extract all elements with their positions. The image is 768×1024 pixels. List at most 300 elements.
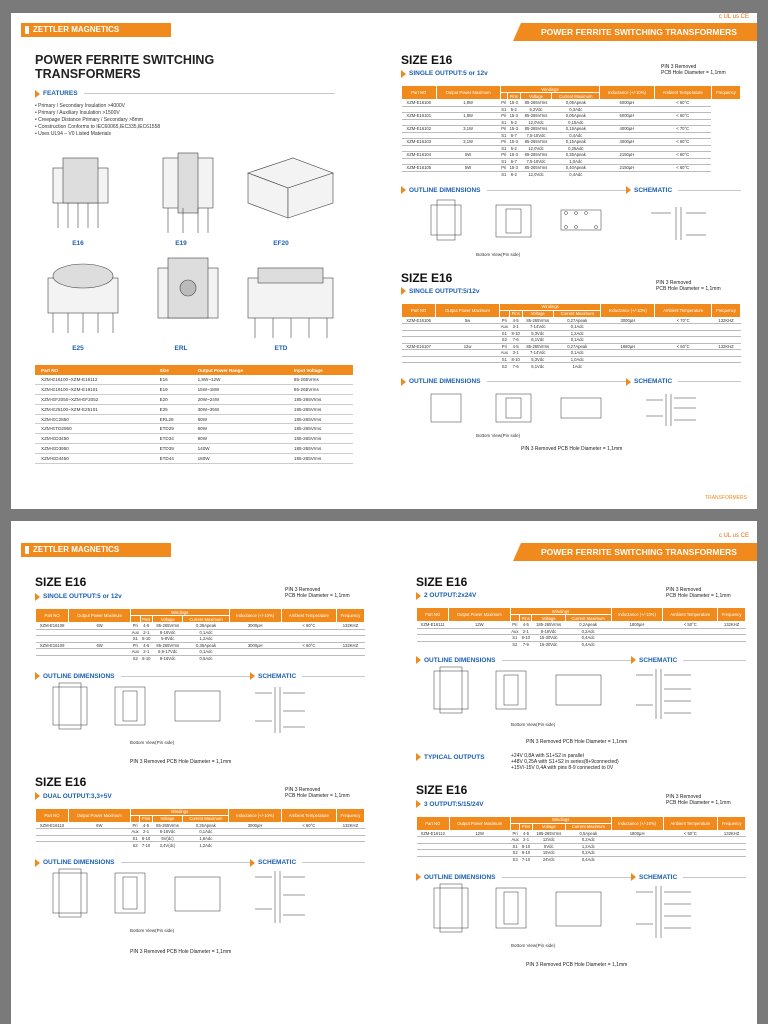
table-cell: S1 (501, 172, 507, 177)
col-header: Voltage (152, 616, 182, 623)
table-cell (718, 856, 746, 863)
table-cell: 5-2 (507, 119, 520, 126)
table-cell: 5,3Vdc (522, 330, 553, 337)
table-cell: 90W (192, 434, 288, 444)
page-title-line-1: POWER FERRITE SWITCHING (35, 53, 215, 67)
cert-marks: c UL us CE (718, 14, 749, 20)
left-column (35, 53, 355, 138)
size-title: SIZE E16 (35, 774, 87, 789)
pin-note (285, 587, 350, 599)
brand-label: ZETTLER MAGNETICS (21, 543, 171, 557)
table-cell: 12w (436, 343, 500, 350)
table-cell: 1,0Adc (553, 356, 601, 363)
table-cell: 4-5 (509, 317, 522, 324)
three-output-heading (416, 800, 616, 809)
table-cell: < 60°C (281, 822, 336, 829)
size-title: SIZE E16 (35, 575, 87, 589)
table-cell: ETD39 (154, 444, 192, 454)
col-header: Voltage (532, 823, 565, 830)
table-cell: 60W (192, 424, 288, 434)
product-name-erl: ERL (174, 345, 188, 352)
table-cell: 4-5 (509, 343, 522, 350)
note-line: PIN 3 Removed (285, 587, 321, 593)
size-title: SIZE E16 (401, 270, 453, 285)
table-cell: 4000µH (600, 139, 654, 146)
note-line: PCB Hole Diameter = 1,1mm (666, 593, 731, 599)
table-cell: 5W (436, 152, 500, 159)
table-cell (611, 641, 663, 648)
table-row (35, 395, 353, 405)
table-cell: 185-265Vrms (288, 453, 353, 463)
table-cell: 85-265Vrms (522, 343, 553, 350)
table-cell: 140W (192, 444, 288, 454)
table-cell: 7-10 (521, 857, 531, 862)
table-cell: E20 (154, 395, 192, 405)
table-cell: 2150µH (600, 152, 654, 159)
col-header: Windings (499, 303, 601, 310)
feature-item: • Uses UL94 – V0 Listed Materials (35, 131, 111, 137)
table-cell: < 60°C (654, 113, 711, 120)
features-list (35, 103, 355, 138)
col-header: Pins (140, 616, 152, 623)
table-cell: XZM-EC2850 (35, 414, 154, 424)
section-label: OUTLINE DIMENSIONS (409, 186, 481, 194)
note-line: PCB Hole Diameter = 1,1mm (285, 792, 350, 799)
table-cell: 1,0Adc (552, 158, 600, 165)
table-cell: 5,3Vdc (522, 356, 553, 363)
section-label: SINGLE OUTPUT:5 or 12v (43, 593, 122, 600)
table-cell: 0,4Adc (552, 132, 600, 139)
col-header: Voltage (532, 615, 565, 622)
product-e16-image (53, 158, 108, 228)
table-cell (601, 363, 655, 370)
col-header: Pins (507, 93, 520, 100)
table-cell: 0,25Adc (552, 145, 600, 152)
table-cell: 4-5 (520, 830, 532, 837)
table-cell: S3 (510, 856, 520, 863)
table-cell: 85-265Vrms (520, 139, 552, 146)
table-cell: 0,1Adc (553, 324, 601, 331)
table-cell: 0,1Adc (183, 829, 229, 836)
table-cell: < 60°C (654, 100, 711, 107)
table-cell: S1 (501, 158, 507, 164)
single-output-heading (401, 69, 601, 78)
table-cell: Aux (500, 350, 508, 356)
pin-footnote: PIN 3 Removed PCB Hole Diameter = 1,1mm (526, 738, 628, 745)
table-cell: 85-265Vrms (520, 165, 552, 172)
table-cell (229, 655, 281, 662)
table-cell: 6W (69, 623, 131, 630)
col-header: Part NO (402, 86, 437, 100)
product-ef20-image (248, 158, 333, 218)
section-label: OUTLINE DIMENSIONS (43, 672, 115, 680)
col-header: Current Maximum (565, 615, 611, 622)
table-cell: 15-3 (507, 113, 520, 120)
col-header: Ambient Temperature (655, 303, 712, 317)
table-cell: 5-8Vdc (152, 636, 182, 643)
table-cell: XZM-E16101 (402, 113, 437, 120)
table-cell: 5-2 (507, 145, 520, 152)
table-cell: 12,0Vdc (520, 119, 552, 126)
table-cell: XZM-E16111 (417, 622, 449, 629)
feature-item: • Creepage Distance Primary / Secondary >8mm (35, 117, 144, 123)
table-cell: 2-1 (140, 629, 152, 636)
col-header: Voltage (152, 815, 183, 822)
table-cell: Pri (130, 642, 140, 649)
table-cell: 3000µH (229, 822, 281, 829)
col-header: Windings (510, 816, 611, 823)
table-cell: 4-5 (520, 622, 532, 629)
table-cell: 8-10 (142, 636, 151, 642)
table-cell: Pri (501, 113, 507, 119)
table-cell: 8-10 (509, 330, 522, 337)
note-line: PIN 3 Removed (285, 786, 321, 793)
section-label: OUTLINE DIMENSIONS (424, 873, 496, 881)
table-cell (436, 363, 500, 370)
table-cell: 7,5-15Vdc (520, 158, 552, 165)
product-name-etd: ETD (274, 345, 288, 352)
features-label: FEATURES (43, 90, 78, 97)
col-header: Pins (509, 310, 522, 317)
table-cell: 185-265Vrms (288, 444, 353, 454)
table-cell: 6-7 (507, 132, 520, 139)
col-header: Output Power Maximum (436, 303, 500, 317)
table-cell: 8-10 (142, 656, 151, 661)
table-cell: 85-265Vrms (288, 375, 353, 385)
table-cell: 1,2Adc (553, 330, 601, 337)
brand-label: ZETTLER MAGNETICS (21, 23, 171, 37)
table-cell: 3000µH (229, 623, 281, 630)
pin-note (666, 587, 731, 599)
table-cell: Pri (130, 623, 140, 630)
section-label: SCHEMATIC (639, 873, 678, 881)
section-label: 3 OUTPUT:5/15/24V (424, 800, 484, 808)
table-cell: 185-265Vrms (288, 424, 353, 434)
page-footer: TRANSFORMERS (705, 495, 747, 501)
right-column (401, 53, 741, 452)
catalog-page-2 (11, 521, 757, 1024)
table-cell: 5Vdc (532, 843, 565, 850)
table-cell (36, 655, 69, 662)
table-cell: 8-10 (141, 835, 151, 841)
table-cell: Aux (131, 649, 139, 655)
table-row (402, 171, 741, 178)
table-cell (36, 842, 69, 849)
table-cell: 85-265Vrms (520, 126, 552, 133)
table-cell: 5w (436, 317, 500, 324)
table-cell: S2 (499, 363, 509, 370)
product-name-e19: E19 (175, 240, 187, 247)
col-header (500, 93, 507, 100)
table-cell: 15-3 (507, 100, 520, 107)
table-cell: 0,25Apeak (183, 822, 229, 829)
col-header: Output Power Maximum (449, 608, 510, 622)
table-row (35, 385, 353, 395)
col-header: Ambient Temperature (281, 808, 336, 822)
table-cell: Pri (501, 126, 507, 132)
col-header (510, 823, 520, 830)
two-output-heading (416, 591, 616, 600)
table-cell: ETD44 (154, 453, 192, 463)
col-header: Windings (500, 86, 600, 93)
table-cell: 15-3 (507, 139, 520, 146)
table-cell: 0,5Adc (183, 655, 229, 662)
col-header: Inductance (+/-10%) (611, 816, 663, 830)
table-cell: S2 (499, 337, 509, 344)
product-name-e25: E25 (72, 345, 84, 352)
table-cell: 0,1Adc (553, 337, 601, 344)
table-cell: 0,1Adc (553, 350, 601, 357)
table-cell: 15Vdc (532, 850, 565, 857)
table-cell: 0,2Adc (565, 837, 611, 844)
table-cell: 132KHZ (336, 822, 364, 829)
table-cell: 4-5 (140, 642, 152, 649)
table-cell: 185-265Vrms (288, 434, 353, 444)
table-cell: 0,27Apeak (553, 317, 601, 324)
table-cell: Pri (501, 152, 507, 158)
pin-note (656, 280, 721, 292)
section-label: 2 OUTPUT:2x24V (424, 592, 477, 599)
table-cell: 0,40Apeak (552, 165, 600, 172)
table-cell: 3-1 (509, 324, 522, 331)
table-cell: 0,1Adc (183, 649, 229, 656)
table-row (35, 424, 353, 434)
table-cell: S1 (510, 635, 520, 642)
section-label: SINGLE OUTPUT:5/12v (409, 287, 480, 295)
section-label: SINGLE OUTPUT:5 or 12v (409, 70, 488, 77)
col-header: Ambient Temperature (654, 86, 711, 100)
table-cell: 6000µH (600, 100, 654, 107)
col-header: Part NO (35, 365, 154, 375)
product-name-e16: E16 (72, 240, 84, 247)
table-cell (600, 171, 654, 178)
table-cell: 1,8W (436, 113, 500, 120)
col-header: Pins (520, 823, 532, 830)
table-cell: 1,2Adc (183, 842, 229, 849)
table-cell: 132KHZ (336, 623, 364, 630)
bottom-view-caption: Bottom View(Pin side) (511, 942, 556, 948)
table-cell: < 50°C (663, 622, 718, 629)
table-cell: ETD34 (154, 434, 192, 444)
product-images (33, 148, 353, 363)
col-header: Pins (140, 815, 152, 822)
table-cell: 85-265Vrms (522, 317, 553, 324)
table-cell: < 60°C (654, 165, 711, 172)
table-cell: 4-5 (140, 822, 152, 829)
typical-outputs-list (511, 753, 619, 771)
table-cell (611, 856, 663, 863)
col-header: Current Maximum (565, 823, 611, 830)
table-cell: 0,35Apeak (183, 623, 229, 630)
pin-note (666, 794, 731, 806)
table-cell: 0,15Apeak (552, 139, 600, 146)
table-cell: 15-3 (507, 165, 520, 172)
table-cell: S1 (130, 835, 140, 842)
bottom-view-caption: Bottom View(Pin side) (511, 721, 556, 727)
table-cell: XZM-E25100~XZM-E25101 (35, 404, 154, 414)
table-cell: 132KHZ (712, 317, 741, 324)
table-cell: 8-16Vdc (532, 628, 565, 635)
table-cell (718, 641, 746, 648)
table-cell (402, 363, 436, 370)
col-header: Voltage (520, 93, 552, 100)
table-cell: XZM-E16100 (402, 100, 437, 107)
col-header: Inductance (+/-10%) (601, 303, 655, 317)
table-cell: 3-1 (509, 350, 522, 357)
note-line: PIN 3 Removed (666, 587, 702, 593)
table-cell: 132KHZ (718, 830, 746, 837)
spec-table-single (35, 608, 365, 662)
table-cell: Aux (511, 628, 519, 634)
table-cell (402, 171, 437, 178)
col-header: Part NO (36, 808, 69, 822)
overview-table-wrap (35, 365, 353, 464)
table-cell: 3000µH (229, 642, 281, 649)
table-cell: 8-16Vdc (152, 829, 183, 836)
section-label: OUTLINE DIMENSIONS (43, 859, 115, 866)
table-cell: 4-5 (140, 623, 152, 630)
table-cell: 0,05Apeak (552, 113, 600, 120)
table-cell: 1,2Adc (565, 843, 611, 850)
table-cell: 6-7 (507, 158, 520, 165)
table-cell: 0,4Adc (552, 171, 600, 178)
col-header: Inductance (+/-10%) (229, 609, 281, 623)
table-cell: Aux (131, 829, 139, 835)
table-row (35, 414, 353, 424)
table-cell: 4000µH (600, 126, 654, 133)
col-header: Part NO (417, 608, 449, 622)
table-cell: 8-10 (521, 850, 531, 856)
table-cell: 85-265Vrms (520, 100, 552, 107)
typical-line: +24V 0,8A with S1+S2 in parallel (511, 752, 584, 759)
table-cell: E25 (154, 404, 192, 414)
table-cell: 6-2 (507, 171, 520, 178)
pin-note (661, 64, 726, 76)
outline-heading (35, 672, 250, 681)
table-cell: XZM-E16107 (402, 343, 436, 350)
table-cell: 2-1 (520, 628, 532, 635)
spec-table-3out (416, 816, 746, 863)
col-header: Pins (520, 615, 532, 622)
col-header: Windings (510, 608, 611, 615)
schematic-heading (631, 656, 746, 665)
col-header (499, 310, 509, 317)
table-cell: Pri (501, 100, 507, 106)
table-cell: XZM-ED4450 (35, 453, 154, 463)
table-cell: Pri (510, 830, 520, 837)
table-cell (655, 363, 712, 370)
table-cell: S1 (501, 145, 507, 151)
table-cell: 8-10 (521, 843, 531, 849)
schematic-heading (626, 186, 741, 195)
table-cell: 0,3Adc (552, 106, 600, 113)
table-cell: 7-6 (509, 337, 522, 344)
right-column (416, 575, 746, 968)
col-header: Inductance (+/-10%) (600, 86, 654, 100)
table-cell: XZM-ED3450 (35, 434, 154, 444)
table-cell: < 70°C (655, 317, 712, 324)
table-cell: 3,1W (436, 139, 500, 146)
table-cell: XZM-E16102 (402, 126, 437, 133)
spec-table-single-a (401, 85, 741, 178)
outline-drawing (35, 867, 365, 929)
pin-footnote: PIN 3 Removed PCB Hole Diameter = 1,1mm (130, 758, 232, 765)
note-line: PCB Hole Diameter = 1,1mm (666, 799, 731, 806)
table-cell: 185-265Vrms (288, 395, 353, 405)
col-header: Input Voltage (288, 365, 353, 375)
col-header: Frequency (712, 303, 741, 317)
note-line: PIN 3 Removed (661, 64, 697, 70)
table-cell: < 60°C (655, 343, 712, 350)
table-cell: Pri (501, 139, 507, 145)
table-cell: 60W (192, 414, 288, 424)
table-cell: 0,5Apeak (565, 830, 611, 837)
col-header: Frequency (336, 609, 364, 623)
table-cell: < 50°C (663, 830, 718, 837)
typical-line: +15V/-15V 0,4A with pins 8-9 connected to 0V (511, 764, 614, 771)
outline-drawing (401, 386, 741, 434)
note-line: PIN 3 Removed (656, 279, 692, 286)
table-cell: 12,0Vdc (520, 145, 552, 152)
table-cell: 1680µH (601, 343, 655, 350)
outline-heading (416, 656, 631, 665)
table-cell: 1,8Adc (183, 835, 229, 842)
table-cell: 5,2Vdc (520, 106, 552, 113)
table-cell: S1 (130, 636, 140, 643)
col-header: Frequency (718, 816, 746, 830)
table-cell: 185-265Vrms (288, 404, 353, 414)
table-cell (663, 856, 718, 863)
table-cell: 15-3 (507, 126, 520, 133)
table-cell: S1 (499, 330, 509, 337)
col-header: Ambient Temperature (663, 816, 718, 830)
table-cell: 2-1 (140, 649, 152, 656)
cert-marks: c UL us CE (718, 533, 749, 539)
table-cell: 8-16Vdc (152, 655, 182, 662)
table-cell: 5V(dc) (152, 835, 183, 842)
table-cell: 8-10 (509, 356, 522, 363)
col-header (130, 815, 140, 822)
outline-drawing (35, 681, 365, 739)
section-label: OUTLINE DIMENSIONS (424, 656, 496, 664)
table-cell: 30W~35W (192, 404, 288, 414)
col-header: Ambient Temperature (663, 608, 718, 622)
table-cell (336, 655, 364, 662)
table-cell: S2 (130, 842, 140, 849)
typical-outputs-heading (416, 753, 511, 762)
table-cell: Pri (499, 317, 509, 324)
table-cell: Aux (131, 629, 139, 635)
table-cell (449, 641, 510, 648)
table-cell: 12W (449, 622, 510, 629)
typical-outputs (416, 753, 746, 771)
catalog-page-1 (11, 13, 757, 509)
table-cell: XZM-ETD2950 (35, 424, 154, 434)
table-cell: 6W (68, 822, 130, 829)
table-cell: < 60°C (654, 152, 711, 159)
spec-table-dual (35, 808, 365, 849)
table-cell: < 60°C (281, 642, 336, 649)
table-cell: XZM-E16109 (36, 642, 69, 649)
table-cell: 5,1Vdc (522, 363, 553, 370)
typical-line: +48V 0,25A with S1+S2 in series(8+9connected) (511, 758, 619, 765)
table-cell: XZM-E16104 (402, 152, 437, 159)
col-header: Current Maximum (183, 616, 229, 623)
table-cell: 7-14Vdc (522, 324, 553, 331)
table-cell: 85-265Vrms (520, 113, 552, 120)
table-cell: XZM-E16100~XZM-E16112 (35, 375, 154, 385)
col-header: Part NO (417, 816, 450, 830)
